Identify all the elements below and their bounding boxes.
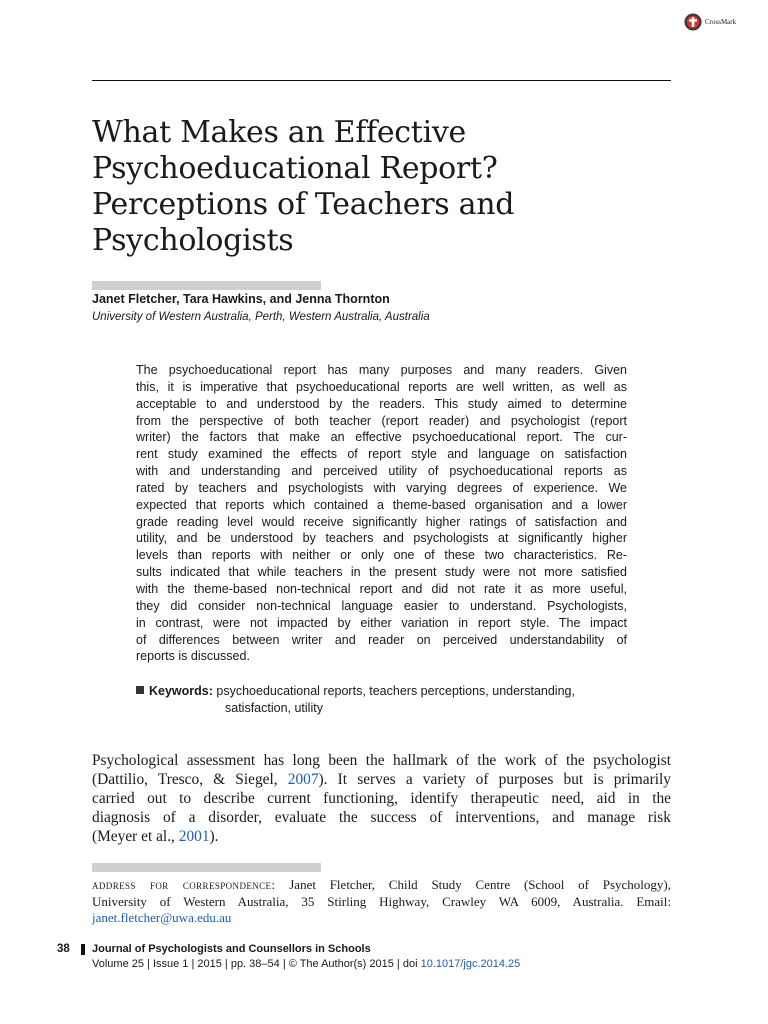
abstract-line: with the theme-based non-technical report and did not rate it as more useful,	[136, 581, 627, 596]
body-line: Psychological assessment has long been the hallmark of the work of the psychologist	[92, 752, 671, 769]
citation-link[interactable]: 2007	[287, 771, 319, 788]
keywords-label: Keywords:	[149, 684, 213, 698]
correspondence-label: address for correspondence:	[92, 877, 276, 892]
article-title	[92, 115, 672, 259]
abstract-line: levels than reports with neither or only one of these two characteristics. Re-	[136, 548, 627, 563]
header-rule	[92, 80, 671, 81]
body-line: carried out to describe current functioning, identify therapeutic need, aid in the	[92, 790, 671, 807]
title-line: Psychoeducational Report?	[92, 151, 498, 186]
abstract-line: of differences between writer and reader on perceived understandability of	[136, 632, 627, 647]
abstract-line: utility, and be understood by teachers and psychologists at significantly higher	[136, 531, 627, 546]
journal-name: Journal of Psychologists and Counsellors in Schools	[92, 943, 371, 955]
title-line: Psychologists	[92, 223, 294, 258]
correspondence-line: University of Western Australia, 35 Stirling Highway, Crawley WA 6009, Australia. Email:	[92, 893, 671, 909]
abstract-line: rent study examined the effects of report style and language on satisfaction	[136, 447, 627, 462]
volume-info: Volume 25 | Issue 1 | 2015 | pp. 38–54 | © The Author(s) 2015 | doi 10.1017/jgc.2014.25	[92, 958, 521, 970]
crossmark-label: CrossMark	[705, 18, 737, 26]
abstract	[136, 362, 627, 665]
abstract-line: they did consider non-technical language easier to understand. Psychologists,	[136, 598, 627, 613]
square-bullet-icon	[136, 686, 144, 694]
title-line: What Makes an Effective	[92, 115, 466, 150]
body-line: diagnosis of a disorder, evaluate the success of interventions, and manage risk	[92, 809, 671, 826]
abstract-line: in contrast, were not impacted by either variation in report style. The impact	[136, 615, 627, 630]
footnote-divider	[92, 863, 321, 872]
abstract-line: from the perspective of both teacher (report reader) and psychologist (report	[136, 413, 627, 428]
title-line: Perceptions of Teachers and	[92, 187, 515, 222]
citation-link[interactable]: 2001	[178, 828, 210, 845]
crossmark-icon	[684, 13, 702, 31]
abstract-line: acceptable to and understood by the readers. This study aimed to determine	[136, 396, 627, 411]
keywords-list-continued: satisfaction, utility	[225, 701, 323, 715]
correspondence-line: address for correspondence: Janet Fletcher, Child Study Centre (School of Psychology),	[92, 877, 671, 892]
correspondence-line	[92, 910, 671, 927]
page-marker	[81, 944, 85, 955]
abstract-line: grade reading level would receive significantly higher ratings of satisfaction and	[136, 514, 627, 529]
body-line: (Meyer et al., 2001).	[92, 828, 219, 845]
author-affiliation: University of Western Australia, Perth, Western Australia, Australia	[92, 311, 430, 323]
doi-link[interactable]: 10.1017/jgc.2014.25	[420, 958, 521, 970]
author-list: Janet Fletcher, Tara Hawkins, and Jenna Thornton	[92, 292, 390, 306]
page-number: 38	[57, 943, 70, 955]
correspondence-note	[92, 877, 671, 927]
email-link[interactable]: janet.fletcher@uwa.edu.au	[92, 910, 232, 925]
keywords-list: psychoeducational reports, teachers perceptions, understanding,	[216, 684, 575, 698]
keywords-block	[136, 683, 636, 717]
abstract-line: expected that reports which contained a theme-based organisation and a lower	[136, 497, 627, 512]
abstract-line: rated by teachers and psychologists with varying degrees of experience. We	[136, 480, 627, 495]
abstract-line: reports is discussed.	[136, 649, 250, 664]
body-line: (Dattilio, Tresco, & Siegel, 2007). It serves a variety of purposes but is primarily	[92, 771, 671, 788]
crossmark-badge[interactable]	[684, 13, 736, 31]
intro-paragraph	[92, 751, 671, 846]
abstract-line: sults indicated that while teachers in the present study were not more satisfied	[136, 565, 627, 580]
abstract-line: with and understanding and perceived utility of psychoeducational reports as	[136, 464, 627, 479]
title-divider	[92, 281, 321, 290]
abstract-line: The psychoeducational report has many purposes and many readers. Given	[136, 363, 627, 377]
abstract-line: this, it is imperative that psychoeducational reports are well written, as well as	[136, 379, 627, 394]
abstract-line: writer) the factors that make an effective psychoeducational report. The cur-	[136, 430, 627, 445]
